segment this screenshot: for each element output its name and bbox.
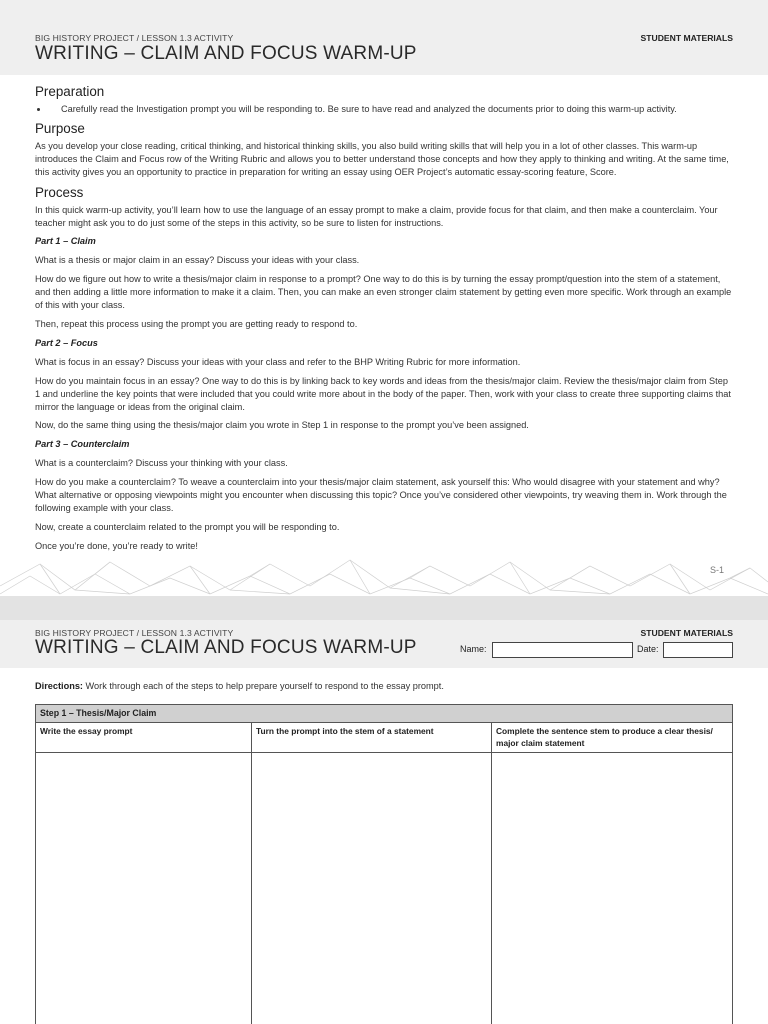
table-row bbox=[36, 753, 733, 1024]
date-field[interactable] bbox=[663, 642, 733, 658]
part-2-followup: Now, do the same thing using the thesis/major claim you wrote in Step 1 in response to the prompt you’ve been assigned. bbox=[35, 420, 529, 431]
column-header-stem: Turn the prompt into the stem of a statement bbox=[252, 723, 492, 753]
part-3-followup: Now, create a counterclaim related to the prompt you will be responding to. bbox=[35, 521, 340, 532]
header-series: BIG HISTORY PROJECT / LESSON 1.3 ACTIVITY bbox=[35, 33, 234, 43]
student-materials-label-2: STUDENT MATERIALS bbox=[640, 628, 733, 638]
column-header-row bbox=[36, 723, 733, 753]
student-materials-label: STUDENT MATERIALS bbox=[640, 33, 733, 43]
thesis-statement-cell[interactable] bbox=[492, 753, 733, 1024]
page-title-2: WRITING – CLAIM AND FOCUS WARM-UP bbox=[35, 637, 417, 658]
process-text: In this quick warm-up activity, you’ll learn how to use the language of an essay prompt to make a claim, provide focus for that claim, and then make a counterclaim. Your teacher might ask you to do just some of the steps in this activity, so be sure to listen for instructions. bbox=[35, 204, 718, 228]
page-separator bbox=[0, 596, 768, 620]
essay-prompt-cell[interactable] bbox=[36, 753, 252, 1024]
step-1-heading: Step 1 – Thesis/Major Claim bbox=[36, 705, 733, 723]
page-title: WRITING – CLAIM AND FOCUS WARM-UP bbox=[35, 43, 417, 64]
directions bbox=[35, 681, 444, 691]
page-1-content bbox=[35, 84, 735, 553]
name-label: Name: bbox=[460, 644, 487, 654]
preparation-list bbox=[35, 103, 735, 116]
page-number: S-1 bbox=[710, 565, 725, 575]
closing-text: Once you’re done, you’re ready to write! bbox=[35, 540, 198, 551]
column-header-thesis: Complete the sentence stem to produce a clear thesis/ major claim statement bbox=[492, 723, 733, 753]
process-heading: Process bbox=[35, 184, 84, 200]
column-header-prompt: Write the essay prompt bbox=[36, 723, 252, 753]
part-1-paragraph: How do we figure out how to write a thesis/major claim in response to a prompt? One way to do this is by turning the essay prompt/question into the stem of a statement, and then adding a little more information to make it a claim. Then, you can make an even stronger claim statement by getting even more specific. Work through an example of this with your class. bbox=[35, 274, 732, 311]
step-1-heading-row bbox=[36, 705, 733, 723]
decorative-triangle-pattern bbox=[0, 556, 768, 596]
directions-text: Work through each of the steps to help prepare yourself to respond to the essay prompt. bbox=[83, 681, 444, 691]
page-2 bbox=[0, 620, 768, 1024]
name-field[interactable] bbox=[492, 642, 633, 658]
date-label: Date: bbox=[637, 644, 659, 654]
step-1-table bbox=[35, 704, 733, 1024]
part-2-paragraph: How do you maintain focus in an essay? One way to do this is by linking back to key words and ideas from the thesis/major claim. Review the thesis/major claim from Step 1 and underline the key points that were included that you could write more about in the body of the paper. Then, work with your class to create three supporting claims that mirror the language or ideas from the original claim. bbox=[35, 375, 731, 412]
part-2-question: What is focus in an essay? Discuss your ideas with your class and refer to the BHP Writing Rubric for more information. bbox=[35, 356, 521, 367]
preparation-heading: Preparation bbox=[35, 84, 105, 99]
part-1-heading: Part 1 – Claim bbox=[35, 236, 96, 247]
purpose-text: As you develop your close reading, critical thinking, and historical thinking skills, you also build writing skills that will help you in a lot of other classes. This warm-up introduces the Claim and Focus row of the Writing Rubric and allows you to better understand those concepts and how they apply to thinking and writing. At the same time, this activity gives you an opportunity to practice in preparation for writing an essay using OER Project’s automatic essay-scoring feature, Score. bbox=[35, 140, 729, 177]
part-3-paragraph: How do you make a counterclaim? To weave a counterclaim into your thesis/major claim statement, ask yourself this: Who would disagree with your statement and why? What alternative or opposing viewpoints might you encounter when discussing this topic? Once you’ve considered other viewpoints, try weaving them in. Work through the following example with your class. bbox=[35, 477, 727, 513]
preparation-bullet: • Carefully read the Investigation prompt you will be responding to. Be sure to have read and analyzed the documents prior to doing this warm-up activity. bbox=[49, 103, 735, 116]
directions-label: Directions: bbox=[35, 681, 83, 691]
part-2-heading: Part 2 – Focus bbox=[35, 337, 98, 348]
header-series-2: BIG HISTORY PROJECT / LESSON 1.3 ACTIVITY bbox=[35, 628, 234, 638]
part-3-question: What is a counterclaim? Discuss your thinking with your class. bbox=[35, 458, 288, 469]
part-3-heading: Part 3 – Counterclaim bbox=[35, 439, 130, 450]
part-1-question: What is a thesis or major claim in an essay? Discuss your ideas with your class. bbox=[35, 255, 360, 266]
statement-stem-cell[interactable] bbox=[252, 753, 492, 1024]
purpose-heading: Purpose bbox=[35, 120, 85, 136]
part-1-repeat: Then, repeat this process using the prompt you are getting ready to respond to. bbox=[35, 318, 358, 329]
